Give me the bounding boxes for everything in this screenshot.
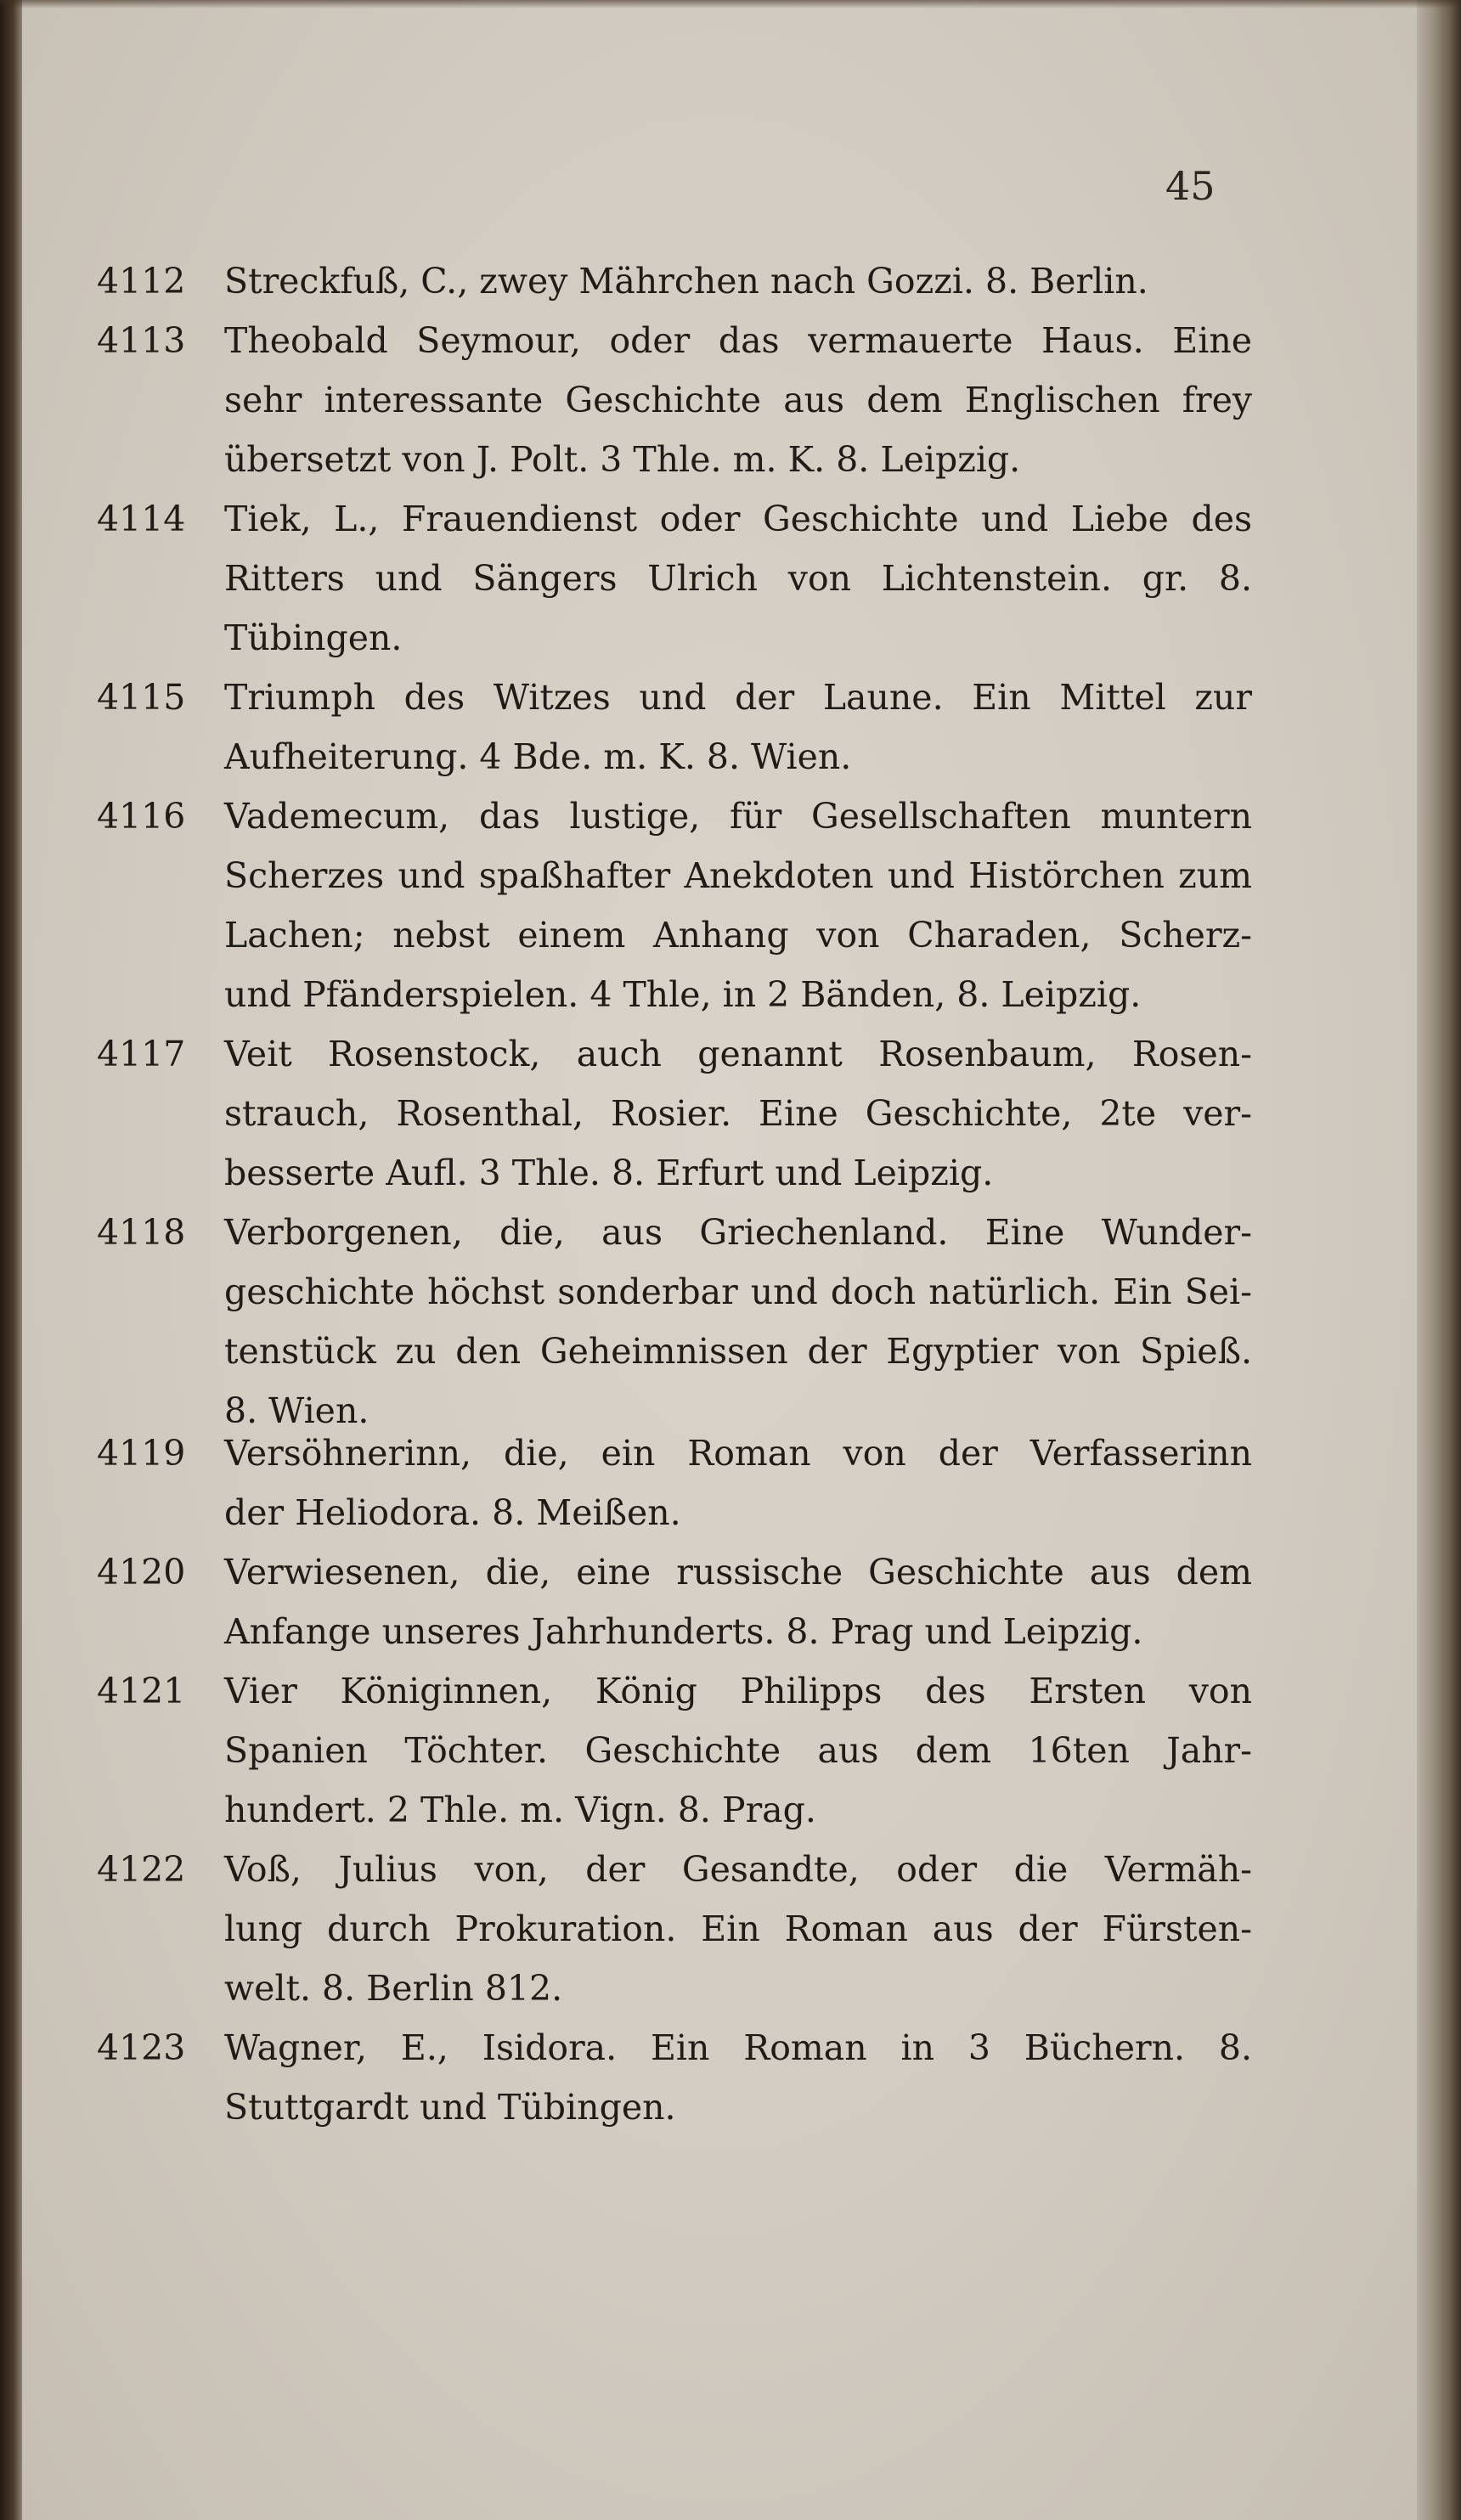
- entry-line: Voß, Julius von, der Gesandte, oder die Vermäh-: [224, 1849, 1252, 1890]
- book-spine-edge: [0, 0, 22, 2520]
- entry-line: und Pfänderspielen. 4 Thle, in 2 Bänden, 8. Leipzig.: [224, 974, 1142, 1015]
- entry-line: Scherzes und spaßhafter Anekdoten und Histörchen zum: [224, 855, 1252, 896]
- entry-line: Lachen; nebst einem Anhang von Charaden, Scherz-: [224, 915, 1252, 956]
- catalog-entry: [97, 251, 1252, 311]
- entry-line: Tübingen.: [224, 617, 403, 658]
- page-number: 45: [1165, 163, 1216, 209]
- book-fore-edge: [1417, 0, 1461, 2520]
- entry-line: Versöhnerinn, die, ein Roman von der Verfasserinn: [224, 1433, 1252, 1474]
- entry-line: übersetzt von J. Polt. 3 Thle. m. K. 8. Leipzig.: [224, 439, 1021, 480]
- entry-line: hundert. 2 Thle. m. Vign. 8. Prag.: [224, 1790, 816, 1830]
- entry-line: Spanien Töchter. Geschichte aus dem 16ten Jahr-: [224, 1730, 1252, 1771]
- catalog-entry: [97, 1840, 1252, 2018]
- entry-line: Veit Rosenstock, auch genannt Rosenbaum, Rosen-: [224, 1034, 1252, 1074]
- entry-line: Tiek, L., Frauendienst oder Geschichte und Liebe des: [224, 499, 1252, 539]
- entry-line: Vademecum, das lustige, für Gesellschaften muntern: [224, 796, 1252, 837]
- catalog-entry: [97, 668, 1252, 786]
- entry-line: Aufheiterung. 4 Bde. m. K. 8. Wien.: [224, 736, 852, 777]
- entry-line: Streckfuß, C., zwey Mährchen nach Gozzi. 8. Berlin.: [224, 261, 1148, 302]
- entry-line: Triumph des Witzes und der Laune. Ein Mittel zur: [224, 677, 1252, 718]
- top-edge-shadow: [0, 0, 1461, 8]
- entry-line: Wagner, E., Isidora. Ein Roman in 3 Büchern. 8.: [224, 2027, 1252, 2068]
- entry-number: 4112: [97, 261, 186, 302]
- catalog-entry: [97, 1661, 1252, 1840]
- entry-line: Vier Königinnen, König Philipps des Ersten von: [224, 1671, 1252, 1711]
- entry-line: sehr interessante Geschichte aus dem Englischen frey: [224, 380, 1252, 420]
- catalog-entry: [97, 311, 1252, 489]
- catalog-entry: [97, 1542, 1252, 1661]
- entry-line: Verborgenen, die, aus Griechenland. Eine Wunder-: [224, 1212, 1252, 1253]
- catalog-entry: [97, 786, 1252, 1024]
- entry-line: Ritters und Sängers Ulrich von Lichtenstein. gr. 8.: [224, 558, 1252, 599]
- entry-number: 4118: [97, 1212, 186, 1253]
- entry-number: 4114: [97, 499, 186, 539]
- entry-line: strauch, Rosenthal, Rosier. Eine Geschichte, 2te ver-: [224, 1093, 1252, 1134]
- entry-number: 4122: [97, 1849, 186, 1890]
- entry-number: 4117: [97, 1034, 186, 1074]
- entry-line: der Heliodora. 8. Meißen.: [224, 1492, 681, 1533]
- entry-line: geschichte höchst sonderbar und doch natürlich. Ein Sei-: [224, 1271, 1252, 1312]
- catalog-entry: [97, 489, 1252, 668]
- catalog-entry: [97, 2018, 1252, 2137]
- entry-line: Verwiesenen, die, eine russische Geschichte aus dem: [224, 1552, 1252, 1593]
- entry-number: 4116: [97, 796, 186, 837]
- entry-line: lung durch Prokuration. Ein Roman aus der Fürsten-: [224, 1908, 1252, 1949]
- entry-line: besserte Aufl. 3 Thle. 8. Erfurt und Leipzig.: [224, 1153, 994, 1193]
- entry-number: 4120: [97, 1552, 186, 1593]
- entry-line: Anfange unseres Jahrhunderts. 8. Prag und Leipzig.: [224, 1611, 1143, 1652]
- catalog-entry: [97, 1024, 1252, 1203]
- entry-line: Stuttgardt und Tübingen.: [224, 2087, 676, 2128]
- entry-line: Theobald Seymour, oder das vermauerte Haus. Eine: [224, 320, 1252, 361]
- catalog-entry: [97, 1423, 1252, 1542]
- entry-number: 4113: [97, 320, 186, 361]
- entry-line: tenstück zu den Geheimnissen der Egyptier von Spieß.: [224, 1331, 1252, 1372]
- entry-number: 4119: [97, 1433, 186, 1474]
- entry-number: 4123: [97, 2027, 186, 2068]
- entry-line: 8. Wien.: [224, 1390, 369, 1431]
- entry-number: 4121: [97, 1671, 186, 1711]
- catalog-entry: [97, 1203, 1252, 1440]
- entry-number: 4115: [97, 677, 186, 718]
- entry-line: welt. 8. Berlin 812.: [224, 1968, 563, 2009]
